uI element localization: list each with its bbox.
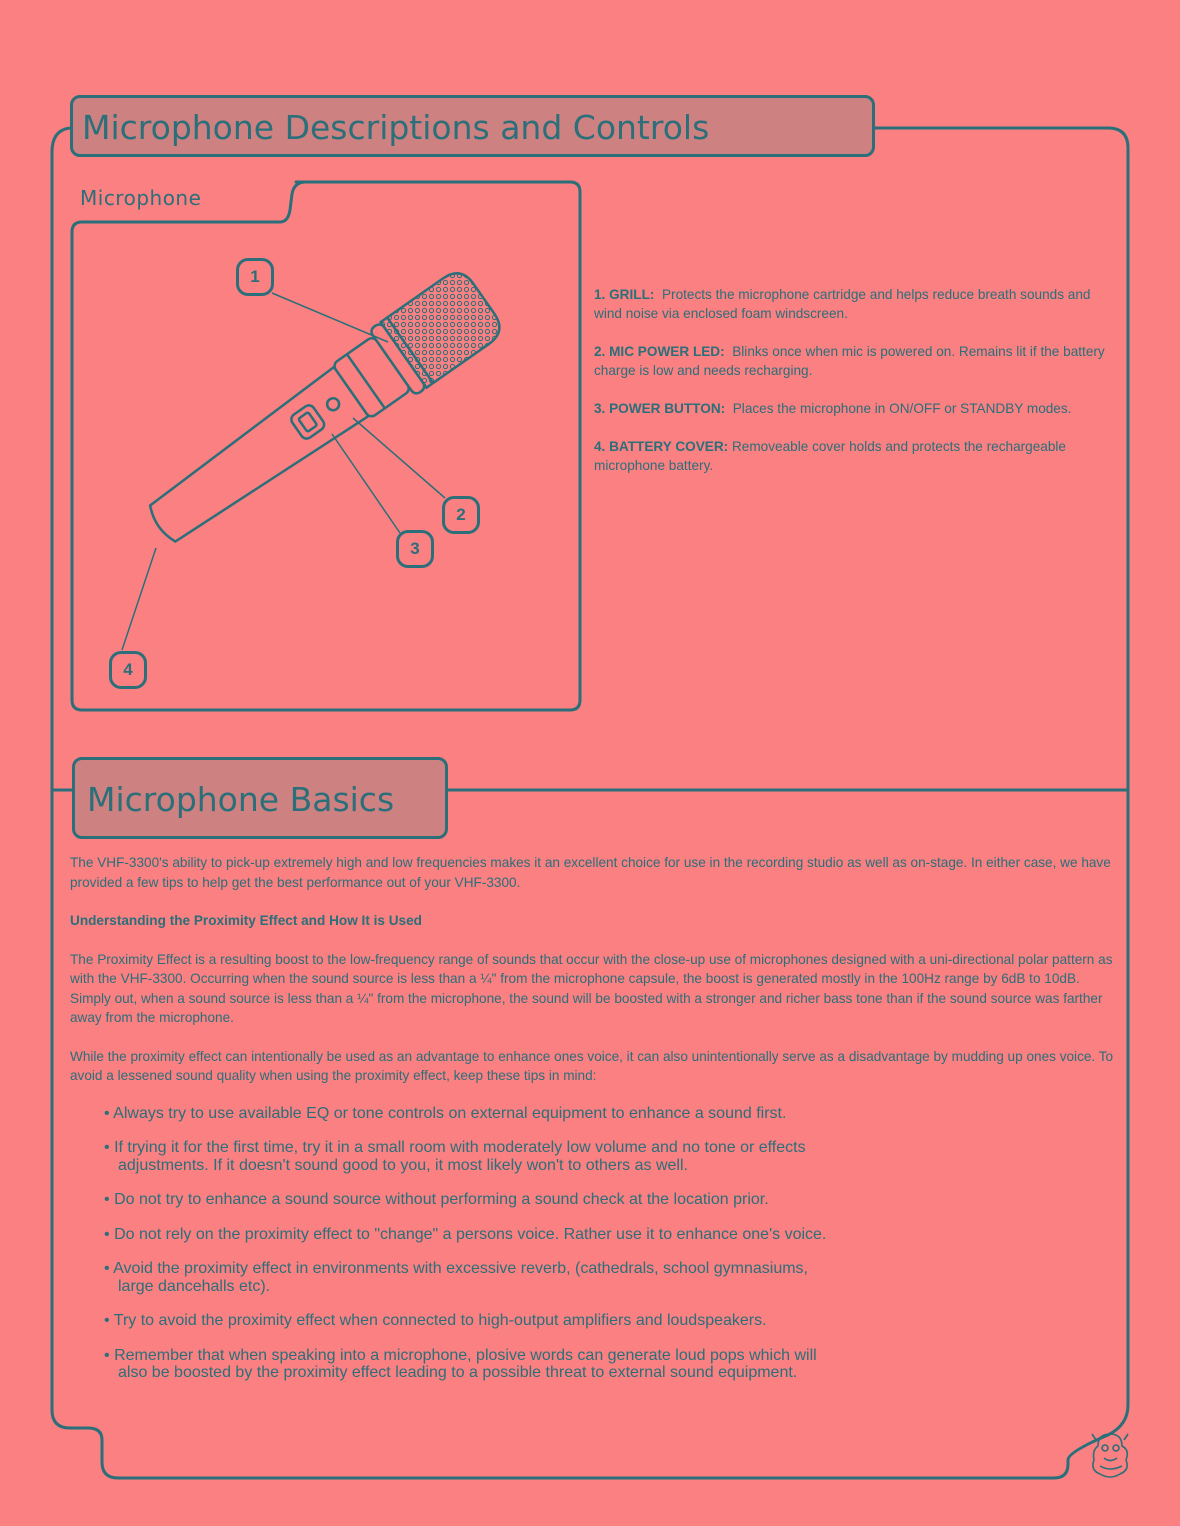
tip-text: Do not rely on the proximity effect to "change" a persons voice. Rather use it to enhance one's voice.: [114, 1225, 827, 1243]
proximity-paragraph: The Proximity Effect is a resulting boost to the low-frequency range of sounds that occur with the close-up use of microphones designed with a uni-directional polar pattern as with the VHF-3300. Occurring when the sound source is less than a ¼" from the microphone capsule, the boost is generated mostly in the 100Hz range by 6dB to 10dB. Simply out, when a sound source is less than a ¼" from the microphone, the sound will be boosted with a stronger and richer bass tone than if the sound source was farther away from the microphone.: [70, 951, 1113, 1025]
leader-line-2: [353, 418, 445, 498]
description-battery-cover: [594, 437, 1109, 475]
list-item: [104, 1312, 844, 1330]
leader-line-1: [272, 293, 388, 342]
list-item: [104, 1260, 844, 1295]
bullet: •: [104, 1139, 110, 1156]
description-grill: [594, 285, 1109, 323]
callout-4: 4: [109, 651, 147, 689]
list-item: [104, 1191, 844, 1209]
description-text: Blinks once when mic is powered on. Remains lit if the battery charge is low and needs recharging.: [594, 344, 1105, 378]
description-label: 4. BATTERY COVER:: [594, 439, 729, 454]
description-label: 1. GRILL:: [594, 287, 655, 302]
callout-1: 1: [236, 258, 274, 296]
bullet: •: [104, 1104, 110, 1122]
leader-line-3: [332, 434, 400, 533]
description-mic-power-led: [594, 342, 1109, 380]
description-power-button: [594, 399, 1109, 418]
bullet: •: [104, 1225, 110, 1243]
list-item: [104, 1139, 844, 1174]
tip-text: Remember that when speaking into a microphone, plosive words can generate loud pops which will also be boosted by the proximity effect leading to a possible threat to external sound equipment.: [114, 1346, 817, 1381]
list-item: [104, 1105, 844, 1123]
description-label: 2. MIC POWER LED:: [594, 344, 725, 359]
bullet: •: [104, 1191, 110, 1208]
callout-3: 3: [396, 530, 434, 568]
tip-text: Always try to use available EQ or tone controls on external equipment to enhance a sound first.: [113, 1104, 787, 1122]
tip-text: Avoid the proximity effect in environments with excessive reverb, (cathedrals, school gymnasiums, large dancehalls etc).: [113, 1260, 808, 1295]
microphone-subheading: Microphone: [80, 186, 202, 210]
description-text: Removeable cover holds and protects the rechargeable microphone battery.: [594, 439, 1066, 473]
bullet: •: [104, 1260, 110, 1277]
basics-body: [70, 853, 1120, 1399]
bullet: •: [104, 1312, 110, 1329]
bullet: •: [104, 1346, 110, 1364]
list-item: [104, 1347, 844, 1382]
tips-intro-paragraph: While the proximity effect can intentionally be used as an advantage to enhance ones voice, it can also unintentionally serve as a disadvantage by mudding up ones voice. To avoid a lessened sound quality when using the proximity effect, keep these tips in mind:: [70, 1048, 1114, 1083]
subheading-text: Understanding the Proximity Effect and How It is Used: [70, 913, 422, 928]
list-item: [104, 1226, 844, 1244]
tip-text: If trying it for the first time, try it in a small room with moderately low volume and no tone or effects adjustments. If it doesn't sound good to you, it most likely won't to others as well.: [114, 1139, 806, 1174]
section-title-basics: [72, 757, 448, 839]
intro-paragraph: The VHF-3300's ability to pick-up extremely high and low frequencies makes it an excellent choice for use in the recording studio as well as on-stage. In either case, we have provided a few tips to help get the best performance out of your VHF-3300.: [70, 855, 1111, 890]
section-title-text: Microphone Descriptions and Controls: [82, 108, 710, 147]
section-title-descriptions: [70, 95, 875, 157]
description-text: Places the microphone in ON/OFF or STANDBY modes.: [732, 401, 1072, 416]
tip-text: Do not try to enhance a sound source without performing a sound check at the location prior.: [114, 1191, 769, 1208]
proximity-subheading: [70, 911, 1120, 931]
callout-2: 2: [442, 496, 480, 534]
description-text: Protects the microphone cartridge and helps reduce breath sounds and wind noise via enclosed foam windscreen.: [594, 287, 1091, 321]
section-title-text: Microphone Basics: [87, 780, 395, 819]
microphone-diagram: [70, 180, 582, 712]
description-label: 3. POWER BUTTON:: [594, 401, 726, 416]
tip-text: Try to avoid the proximity effect when connected to high-output amplifiers and loudspeakers.: [113, 1312, 767, 1329]
mascot-logo-icon: [1086, 1430, 1134, 1480]
leader-line-4: [122, 548, 156, 650]
tips-list: [70, 1105, 844, 1382]
panel-outline: [72, 182, 580, 710]
component-descriptions: [594, 285, 1109, 494]
